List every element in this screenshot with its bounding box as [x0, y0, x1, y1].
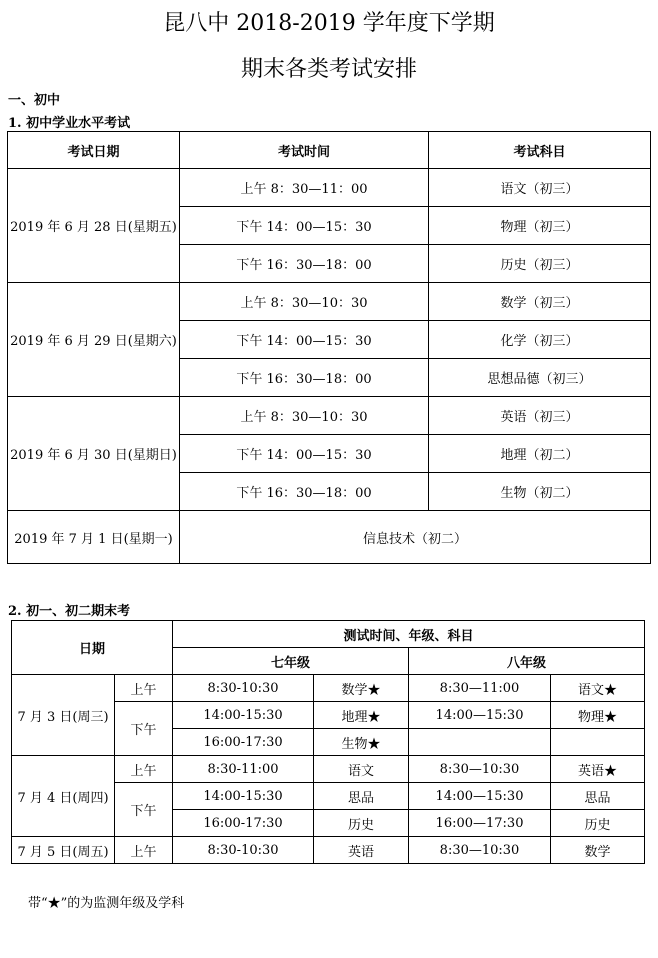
exam-subject: 语文（初三）	[429, 169, 651, 207]
exam-date: 2019 年 6 月 28 日(星期五)	[8, 169, 180, 283]
exam-time: 下午 14：00—15：30	[180, 207, 429, 245]
level-exam-table	[7, 131, 651, 564]
exam-time: 上午 8：30—10：30	[180, 397, 429, 435]
page-subtitle: 期末各类考试安排	[240, 57, 417, 82]
exam-time: 下午 14：00—15：30	[180, 435, 429, 473]
g8-subject: 思品	[551, 783, 645, 810]
g7-time: 16:00-17:30	[173, 810, 314, 837]
table-header-row	[8, 132, 651, 169]
g8-subject	[551, 729, 645, 756]
exam-date: 7 月 4 日(周四)	[12, 756, 115, 837]
exam-subject: 英语（初三）	[429, 397, 651, 435]
period: 上午	[115, 756, 173, 783]
column-header-date: 日期	[12, 621, 173, 675]
g7-time: 14:00-15:30	[173, 783, 314, 810]
column-header: 考试日期	[8, 132, 180, 169]
table-row	[8, 511, 651, 564]
grade-exam-table	[11, 620, 645, 864]
g8-subject: 语文★	[551, 675, 645, 702]
g7-time: 8:30-10:30	[173, 837, 314, 864]
subsection-heading-level-exam: 1. 初中学业水平考试	[8, 116, 131, 131]
table-header-row	[12, 621, 645, 648]
exam-subject: 物理（初三）	[429, 207, 651, 245]
g7-time: 14:00-15:30	[173, 702, 314, 729]
g8-time: 8:30—10:30	[409, 756, 551, 783]
table-row	[12, 675, 645, 702]
g7-time: 16:00-17:30	[173, 729, 314, 756]
g8-time: 8:30—10:30	[409, 837, 551, 864]
g7-subject: 英语	[314, 837, 409, 864]
g7-time: 8:30-11:00	[173, 756, 314, 783]
g8-subject: 物理★	[551, 702, 645, 729]
subsection-heading-grade-exam: 2. 初一、初二期末考	[8, 604, 131, 619]
exam-time: 下午 16：30—18：00	[180, 359, 429, 397]
g7-subject: 历史	[314, 810, 409, 837]
g8-time: 16:00—17:30	[409, 810, 551, 837]
g7-subject: 数学★	[314, 675, 409, 702]
g7-subject: 思品	[314, 783, 409, 810]
exam-time: 上午 8：30—11：00	[180, 169, 429, 207]
exam-date: 7 月 5 日(周五)	[12, 837, 115, 864]
column-header: 考试时间	[180, 132, 429, 169]
exam-time: 下午 16：30—18：00	[180, 473, 429, 511]
table-row	[12, 756, 645, 783]
g8-time	[409, 729, 551, 756]
table-row	[12, 837, 645, 864]
period: 下午	[115, 702, 173, 756]
g8-time: 14:00—15:30	[409, 702, 551, 729]
section-heading-junior: 一、初中	[8, 93, 61, 108]
table-row	[8, 397, 651, 435]
g8-time: 8:30—11:00	[409, 675, 551, 702]
footnote: 带“★”的为监测年级及学科	[28, 896, 185, 911]
g8-subject: 数学	[551, 837, 645, 864]
g8-subject: 历史	[551, 810, 645, 837]
period: 上午	[115, 675, 173, 702]
column-header: 考试科目	[429, 132, 651, 169]
exam-subject: 生物（初二）	[429, 473, 651, 511]
column-header-main: 测试时间、年级、科目	[173, 621, 645, 648]
exam-subject: 历史（初三）	[429, 245, 651, 283]
g7-subject: 语文	[314, 756, 409, 783]
table-row	[8, 283, 651, 321]
exam-time: 下午 14：00—15：30	[180, 321, 429, 359]
g7-subject: 生物★	[314, 729, 409, 756]
g8-time: 14:00—15:30	[409, 783, 551, 810]
g8-subject: 英语★	[551, 756, 645, 783]
exam-date: 2019 年 6 月 30 日(星期日)	[8, 397, 180, 511]
g7-subject: 地理★	[314, 702, 409, 729]
table-row	[8, 169, 651, 207]
exam-time: 上午 8：30—10：30	[180, 283, 429, 321]
column-header-grade8: 八年级	[409, 648, 645, 675]
exam-date: 7 月 3 日(周三)	[12, 675, 115, 756]
column-header-grade7: 七年级	[173, 648, 409, 675]
g7-time: 8:30-10:30	[173, 675, 314, 702]
exam-subject: 数学（初三）	[429, 283, 651, 321]
exam-subject: 思想品德（初三）	[429, 359, 651, 397]
page-title: 昆八中 2018-2019 学年度下学期	[163, 11, 495, 36]
period: 上午	[115, 837, 173, 864]
exam-date: 2019 年 7 月 1 日(星期一)	[8, 511, 180, 564]
exam-time: 下午 16：30—18：00	[180, 245, 429, 283]
period: 下午	[115, 783, 173, 837]
exam-subject: 信息技术（初二）	[180, 511, 651, 564]
exam-date: 2019 年 6 月 29 日(星期六)	[8, 283, 180, 397]
exam-subject: 地理（初二）	[429, 435, 651, 473]
exam-subject: 化学（初三）	[429, 321, 651, 359]
